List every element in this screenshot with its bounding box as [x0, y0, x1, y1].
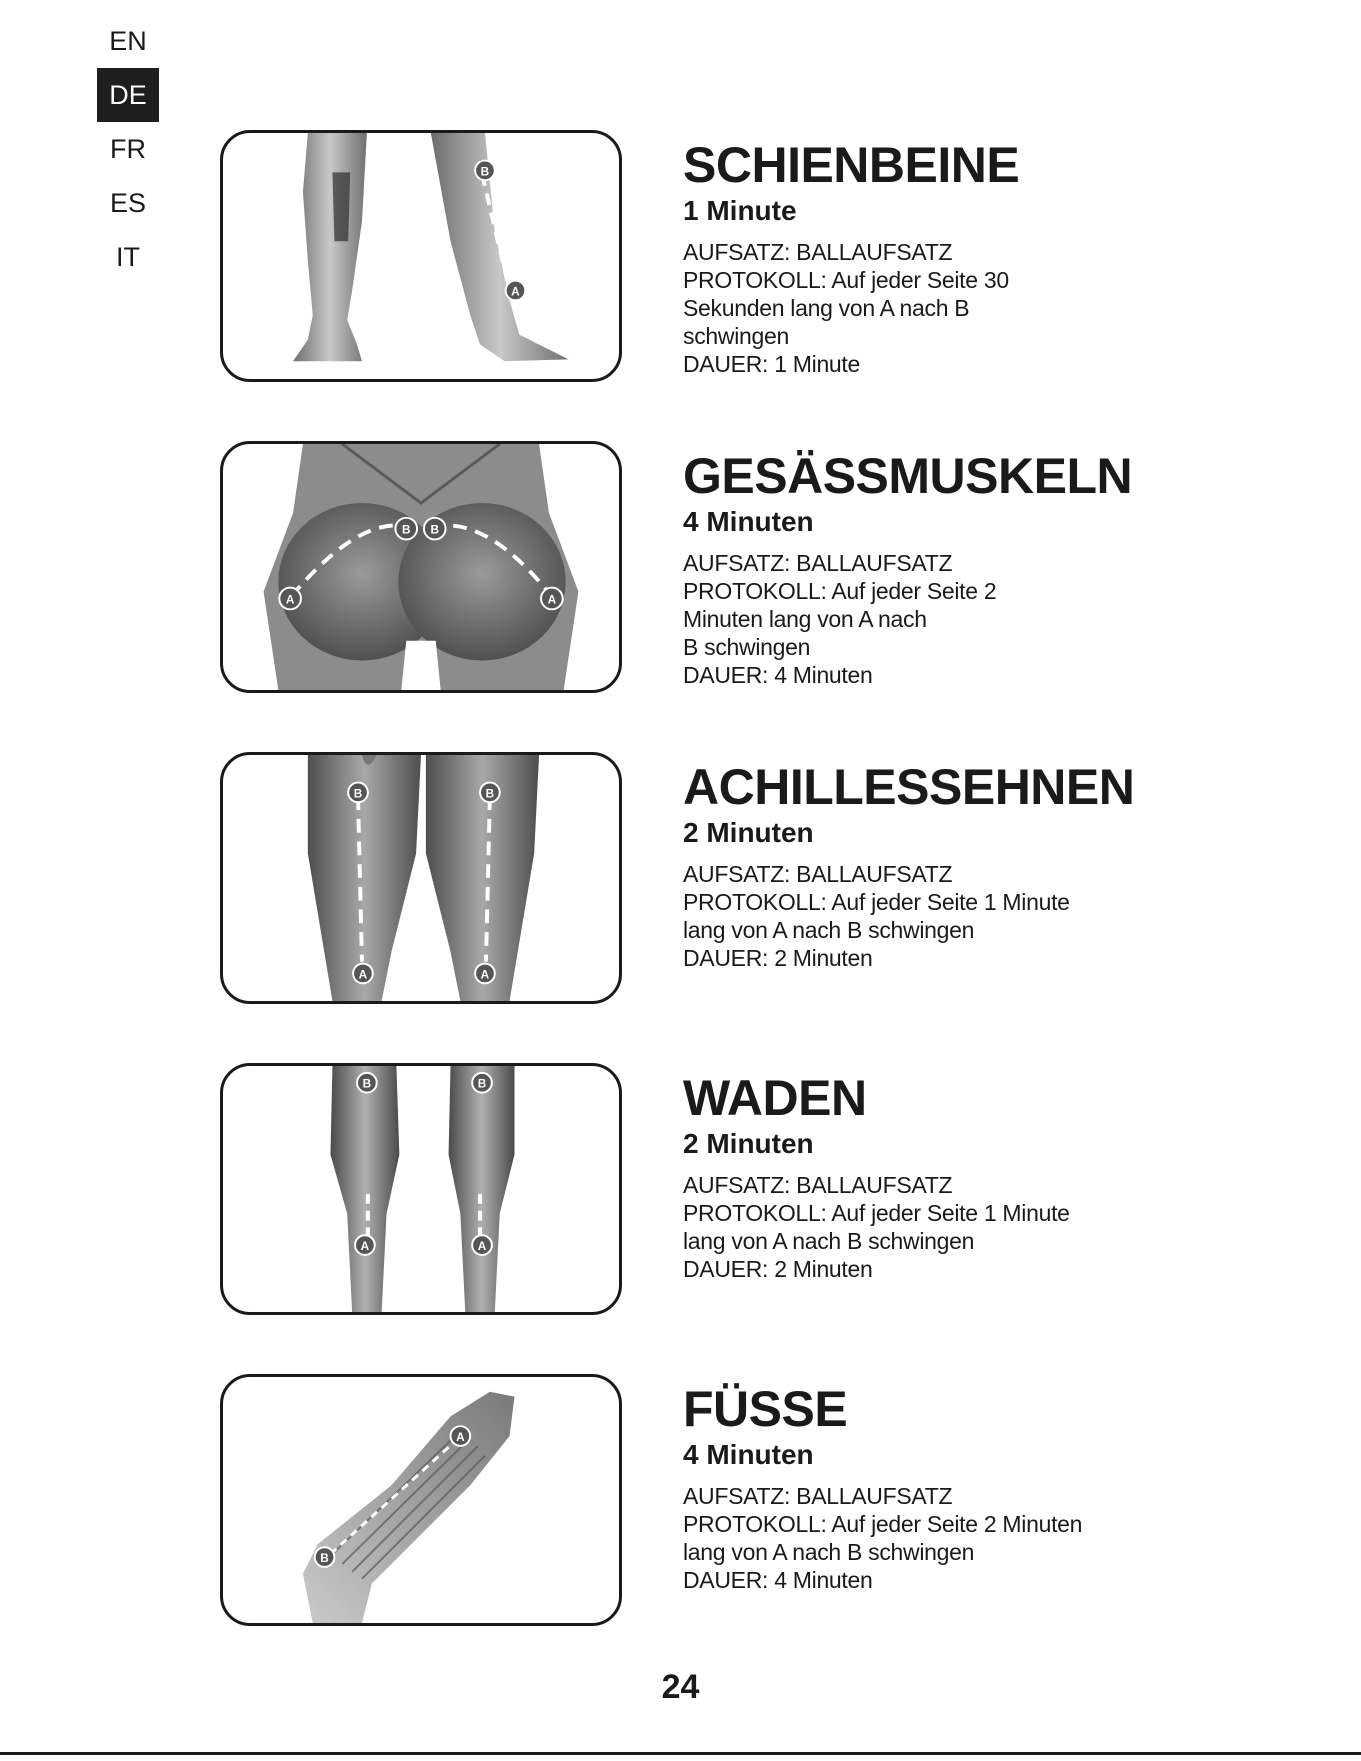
marker-b-label: B: [477, 1076, 487, 1091]
section-glutes: [0, 441, 1361, 701]
glutes-illustration: [220, 441, 622, 693]
section-line: PROTOKOLL: Auf jeder Seite 30: [683, 267, 1009, 293]
section-calves: [0, 1063, 1361, 1323]
section-line: AUFSATZ: BALLAUFSATZ: [683, 1483, 953, 1509]
section-title: ACHILLESSEHNEN: [683, 759, 1135, 815]
section-line: DAUER: 4 Minuten: [683, 1567, 873, 1593]
section-title: GESÄSSMUSKELN: [683, 448, 1133, 504]
marker-a-label: A: [285, 592, 295, 607]
language-tab-de[interactable]: DE: [97, 68, 159, 122]
marker-a-label: A: [480, 967, 490, 982]
section-line: B schwingen: [683, 634, 811, 660]
section-title: SCHIENBEINE: [683, 137, 1020, 193]
section-duration: 4 Minuten: [683, 1439, 814, 1470]
calves-text: [683, 1069, 1323, 1283]
feet-text: [683, 1380, 1323, 1594]
section-line: AUFSATZ: BALLAUFSATZ: [683, 550, 953, 576]
section-line: AUFSATZ: BALLAUFSATZ: [683, 239, 953, 265]
glutes-illustration-icon: [223, 444, 619, 690]
section-line: PROTOKOLL: Auf jeder Seite 1 Minute: [683, 1200, 1070, 1226]
shins-illustration-icon: [223, 133, 619, 379]
section-line: PROTOKOLL: Auf jeder Seite 1 Minute: [683, 889, 1070, 915]
section-line: schwingen: [683, 323, 789, 349]
section-line: Minuten lang von A nach: [683, 606, 927, 632]
section-title: WADEN: [683, 1070, 867, 1126]
marker-a-label: A: [547, 592, 557, 607]
achilles-text: [683, 758, 1323, 972]
shins-text: [683, 136, 1323, 378]
section-line: DAUER: 2 Minuten: [683, 945, 873, 971]
marker-a-label: A: [456, 1429, 465, 1444]
section-line: PROTOKOLL: Auf jeder Seite 2: [683, 578, 997, 604]
calves-illustration: [220, 1063, 622, 1315]
section-line: lang von A nach B schwingen: [683, 1539, 975, 1565]
marker-b-label: B: [485, 786, 495, 801]
marker-a-label: A: [511, 284, 520, 299]
section-duration: 2 Minuten: [683, 1128, 814, 1159]
achilles-illustration-icon: [223, 755, 619, 1001]
marker-b-label: B: [320, 1550, 329, 1565]
marker-b-label: B: [353, 786, 363, 801]
section-line: Sekunden lang von A nach B: [683, 295, 970, 321]
section-line: DAUER: 4 Minuten: [683, 662, 873, 688]
page-number: 24: [661, 1668, 700, 1706]
marker-b-label: B: [362, 1076, 372, 1091]
section-duration: 1 Minute: [683, 195, 797, 226]
section-line: lang von A nach B schwingen: [683, 917, 975, 943]
marker-a-label: A: [358, 967, 368, 982]
section-duration: 2 Minuten: [683, 817, 814, 848]
glutes-text: [683, 447, 1323, 689]
marker-a-label: A: [360, 1239, 370, 1254]
foot-illustration-icon: [223, 1377, 619, 1623]
section-line: DAUER: 2 Minuten: [683, 1256, 873, 1282]
section-line: PROTOKOLL: Auf jeder Seite 2 Minuten: [683, 1511, 1083, 1537]
marker-b-label: B: [430, 522, 440, 537]
language-tab-es[interactable]: ES: [109, 188, 147, 218]
calves-illustration-icon: [223, 1066, 619, 1312]
section-line: AUFSATZ: BALLAUFSATZ: [683, 861, 953, 887]
shins-illustration: [220, 130, 622, 382]
foot-illustration: [220, 1374, 622, 1626]
section-line: AUFSATZ: BALLAUFSATZ: [683, 1172, 953, 1198]
achilles-illustration: [220, 752, 622, 1004]
marker-b-label: B: [401, 522, 411, 537]
language-tab-it[interactable]: IT: [116, 242, 140, 272]
section-line: DAUER: 1 Minute: [683, 351, 861, 377]
section-duration: 4 Minuten: [683, 506, 814, 537]
bottom-divider: [0, 1752, 1361, 1755]
section-feet: [0, 1374, 1361, 1634]
section-line: lang von A nach B schwingen: [683, 1228, 975, 1254]
language-tab-en[interactable]: EN: [109, 26, 147, 56]
marker-a-label: A: [477, 1239, 487, 1254]
section-title: FÜSSE: [683, 1381, 848, 1437]
language-tab-fr[interactable]: FR: [110, 134, 146, 164]
section-shins: [0, 130, 1361, 390]
section-achilles: [0, 752, 1361, 1012]
marker-b-label: B: [480, 164, 490, 179]
